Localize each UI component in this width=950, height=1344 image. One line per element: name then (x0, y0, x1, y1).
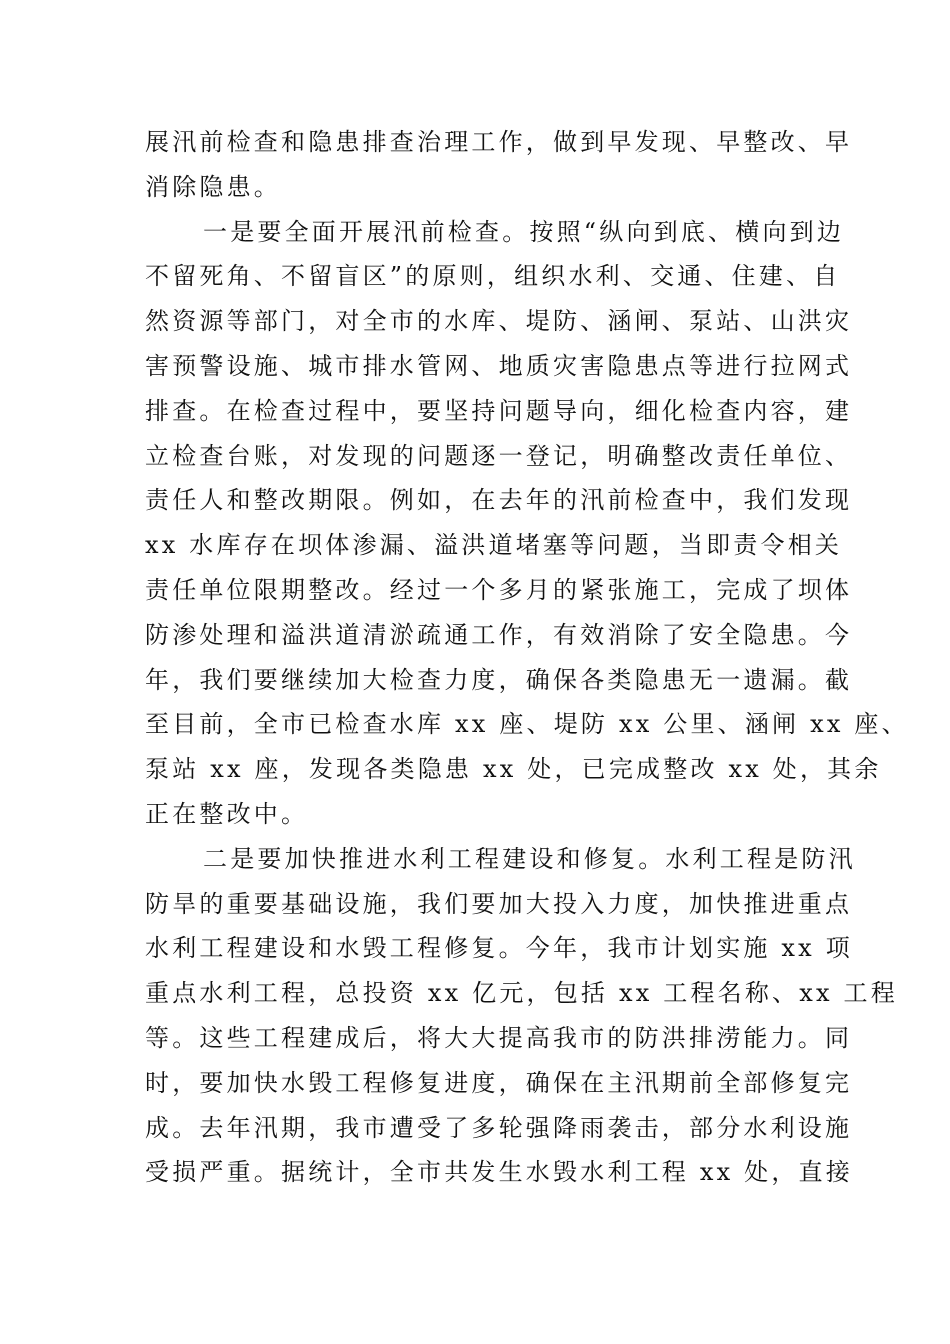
text-line: 排查。在检查过程中，要坚持问题导向，细化检查内容，建 (145, 396, 853, 425)
text-line: 成。去年汛期，我市遭受了多轮强降雨袭击，部分水利设施 (145, 1113, 853, 1142)
paragraph-start-line: 二是要加快推进水利工程建设和修复。水利工程是防汛 (203, 844, 856, 873)
text-line: 受损严重。据统计，全市共发生水毁水利工程 xx 处，直接 (145, 1158, 853, 1187)
text-line: 重点水利工程，总投资 xx 亿元，包括 xx 工程名称、xx 工程 (145, 979, 898, 1008)
text-line: 害预警设施、城市排水管网、地质灾害隐患点等进行拉网式 (145, 351, 853, 380)
paragraph-start-line: 一是要全面开展汛前检查。按照“纵向到底、横向到边 (203, 217, 845, 246)
text-line: 防旱的重要基础设施，我们要加大投入力度，加快推进重点 (145, 889, 853, 918)
text-line: 时，要加快水毁工程修复进度，确保在主汛期前全部修复完 (145, 1068, 853, 1097)
text-line: xx 水库存在坝体渗漏、溢洪道堵塞等问题，当即责令相关 (145, 531, 843, 560)
text-line: 防渗处理和溢洪道清淤疏通工作，有效消除了安全隐患。今 (145, 620, 853, 649)
text-line: 不留死角、不留盲区”的原则，组织水利、交通、住建、自 (145, 262, 841, 291)
text-line: 水利工程建设和水毁工程修复。今年，我市计划实施 xx 项 (145, 934, 853, 963)
text-line: 消除隐患。 (145, 172, 281, 201)
text-line: 然资源等部门，对全市的水库、堤防、涵闸、泵站、山洪灾 (145, 307, 853, 336)
text-line: 展汛前检查和隐患排查治理工作，做到早发现、早整改、早 (145, 128, 853, 156)
text-line: 等。这些工程建成后，将大大提高我市的防洪排涝能力。同 (145, 1023, 853, 1052)
text-line: 年，我们要继续加大检查力度，确保各类隐患无一遗漏。截 (145, 665, 853, 694)
text-line: 泵站 xx 座，发现各类隐患 xx 处，已完成整改 xx 处，其余 (145, 755, 882, 784)
text-line: 至目前，全市已检查水库 xx 座、堤防 xx 公里、涵闸 xx 座、 (145, 710, 909, 739)
text-line: 立检查台账，对发现的问题逐一登记，明确整改责任单位、 (145, 441, 853, 470)
text-line: 正在整改中。 (145, 799, 309, 828)
body-text (145, 120, 909, 1195)
text-line: 责任人和整改期限。例如，在去年的汛前检查中，我们发现 (145, 486, 853, 515)
text-line: 责任单位限期整改。经过一个多月的紧张施工，完成了坝体 (145, 575, 853, 604)
